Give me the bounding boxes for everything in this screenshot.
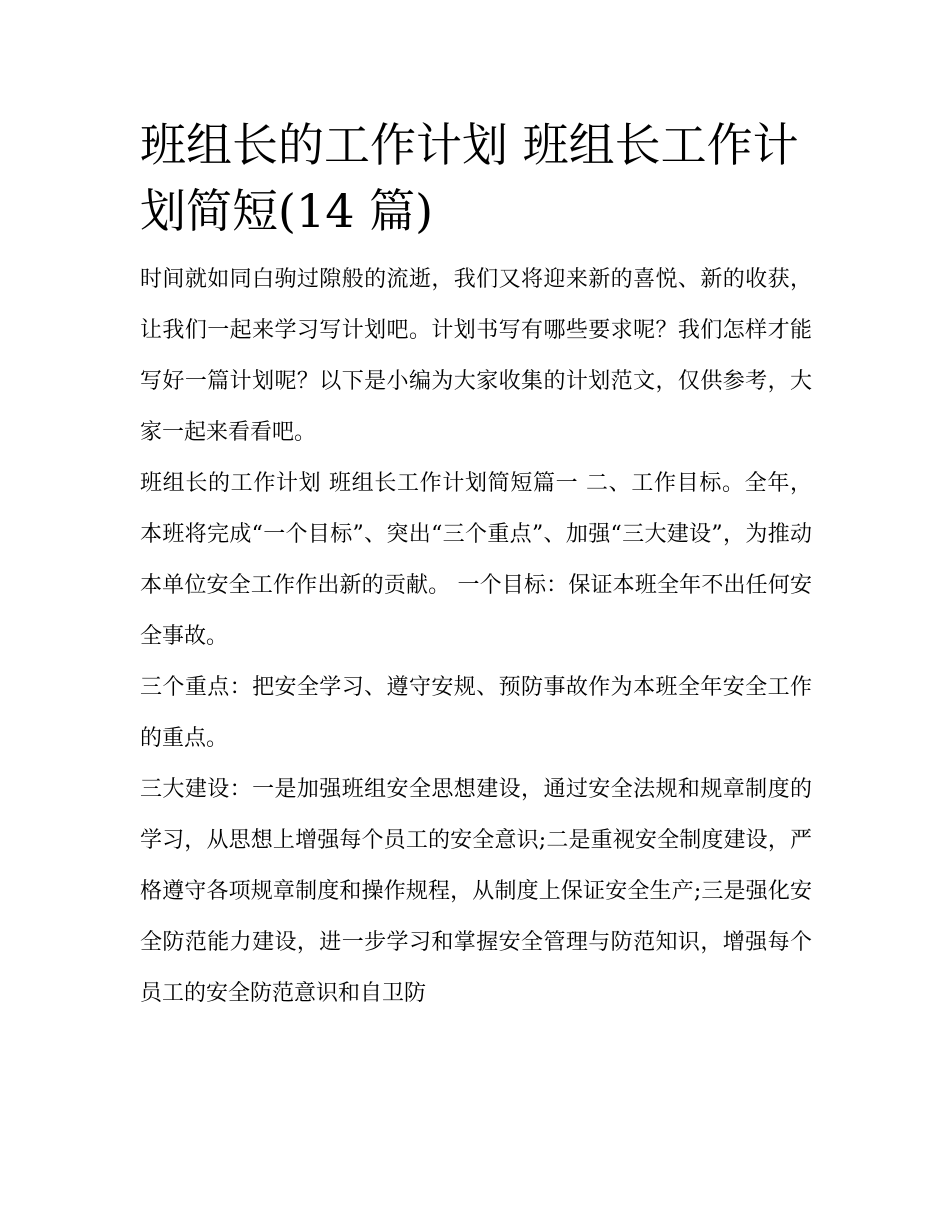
paragraph-three-key-points: 三个重点：把安全学习、遵守安规、预防事故作为本班全年安全工作的重点。 <box>140 675 812 751</box>
document-title: 班组长的工作计划 班组长工作计划简短(14 篇) <box>140 118 799 238</box>
paragraph-three-constructions: 三大建设：一是加强班组安全思想建设，通过安全法规和规章制度的学习，从思想上增强每个员工的安全意识;二是重视安全制度建设，严格遵守各项规章制度和操作规程，从制度上保证安全生产;三是强化安全防范能力建设，进一步学习和掌握安全管理与防范知识，增强每个员工的安全防范意识和自卫防 <box>140 777 812 1006</box>
document-page <box>140 112 812 1019</box>
paragraph-work-goals: 班组长的工作计划 班组长工作计划简短篇一 二、工作目标。全年，本班将完成“一个目标”、突出“三个重点”、加强“三大建设”，为推动本单位安全工作作出新的贡献。 一个目标：保证本班全年不出任何安全事故。 <box>140 471 812 649</box>
paragraph-intro: 时间就如同白驹过隙般的流逝，我们又将迎来新的喜悦、新的收获，让我们一起来学习写计划吧。计划书写有哪些要求呢？我们怎样才能写好一篇计划呢？以下是小编为大家收集的计划范文，仅供参考，大家一起来看看吧。 <box>140 267 812 445</box>
document-body <box>140 254 812 1019</box>
